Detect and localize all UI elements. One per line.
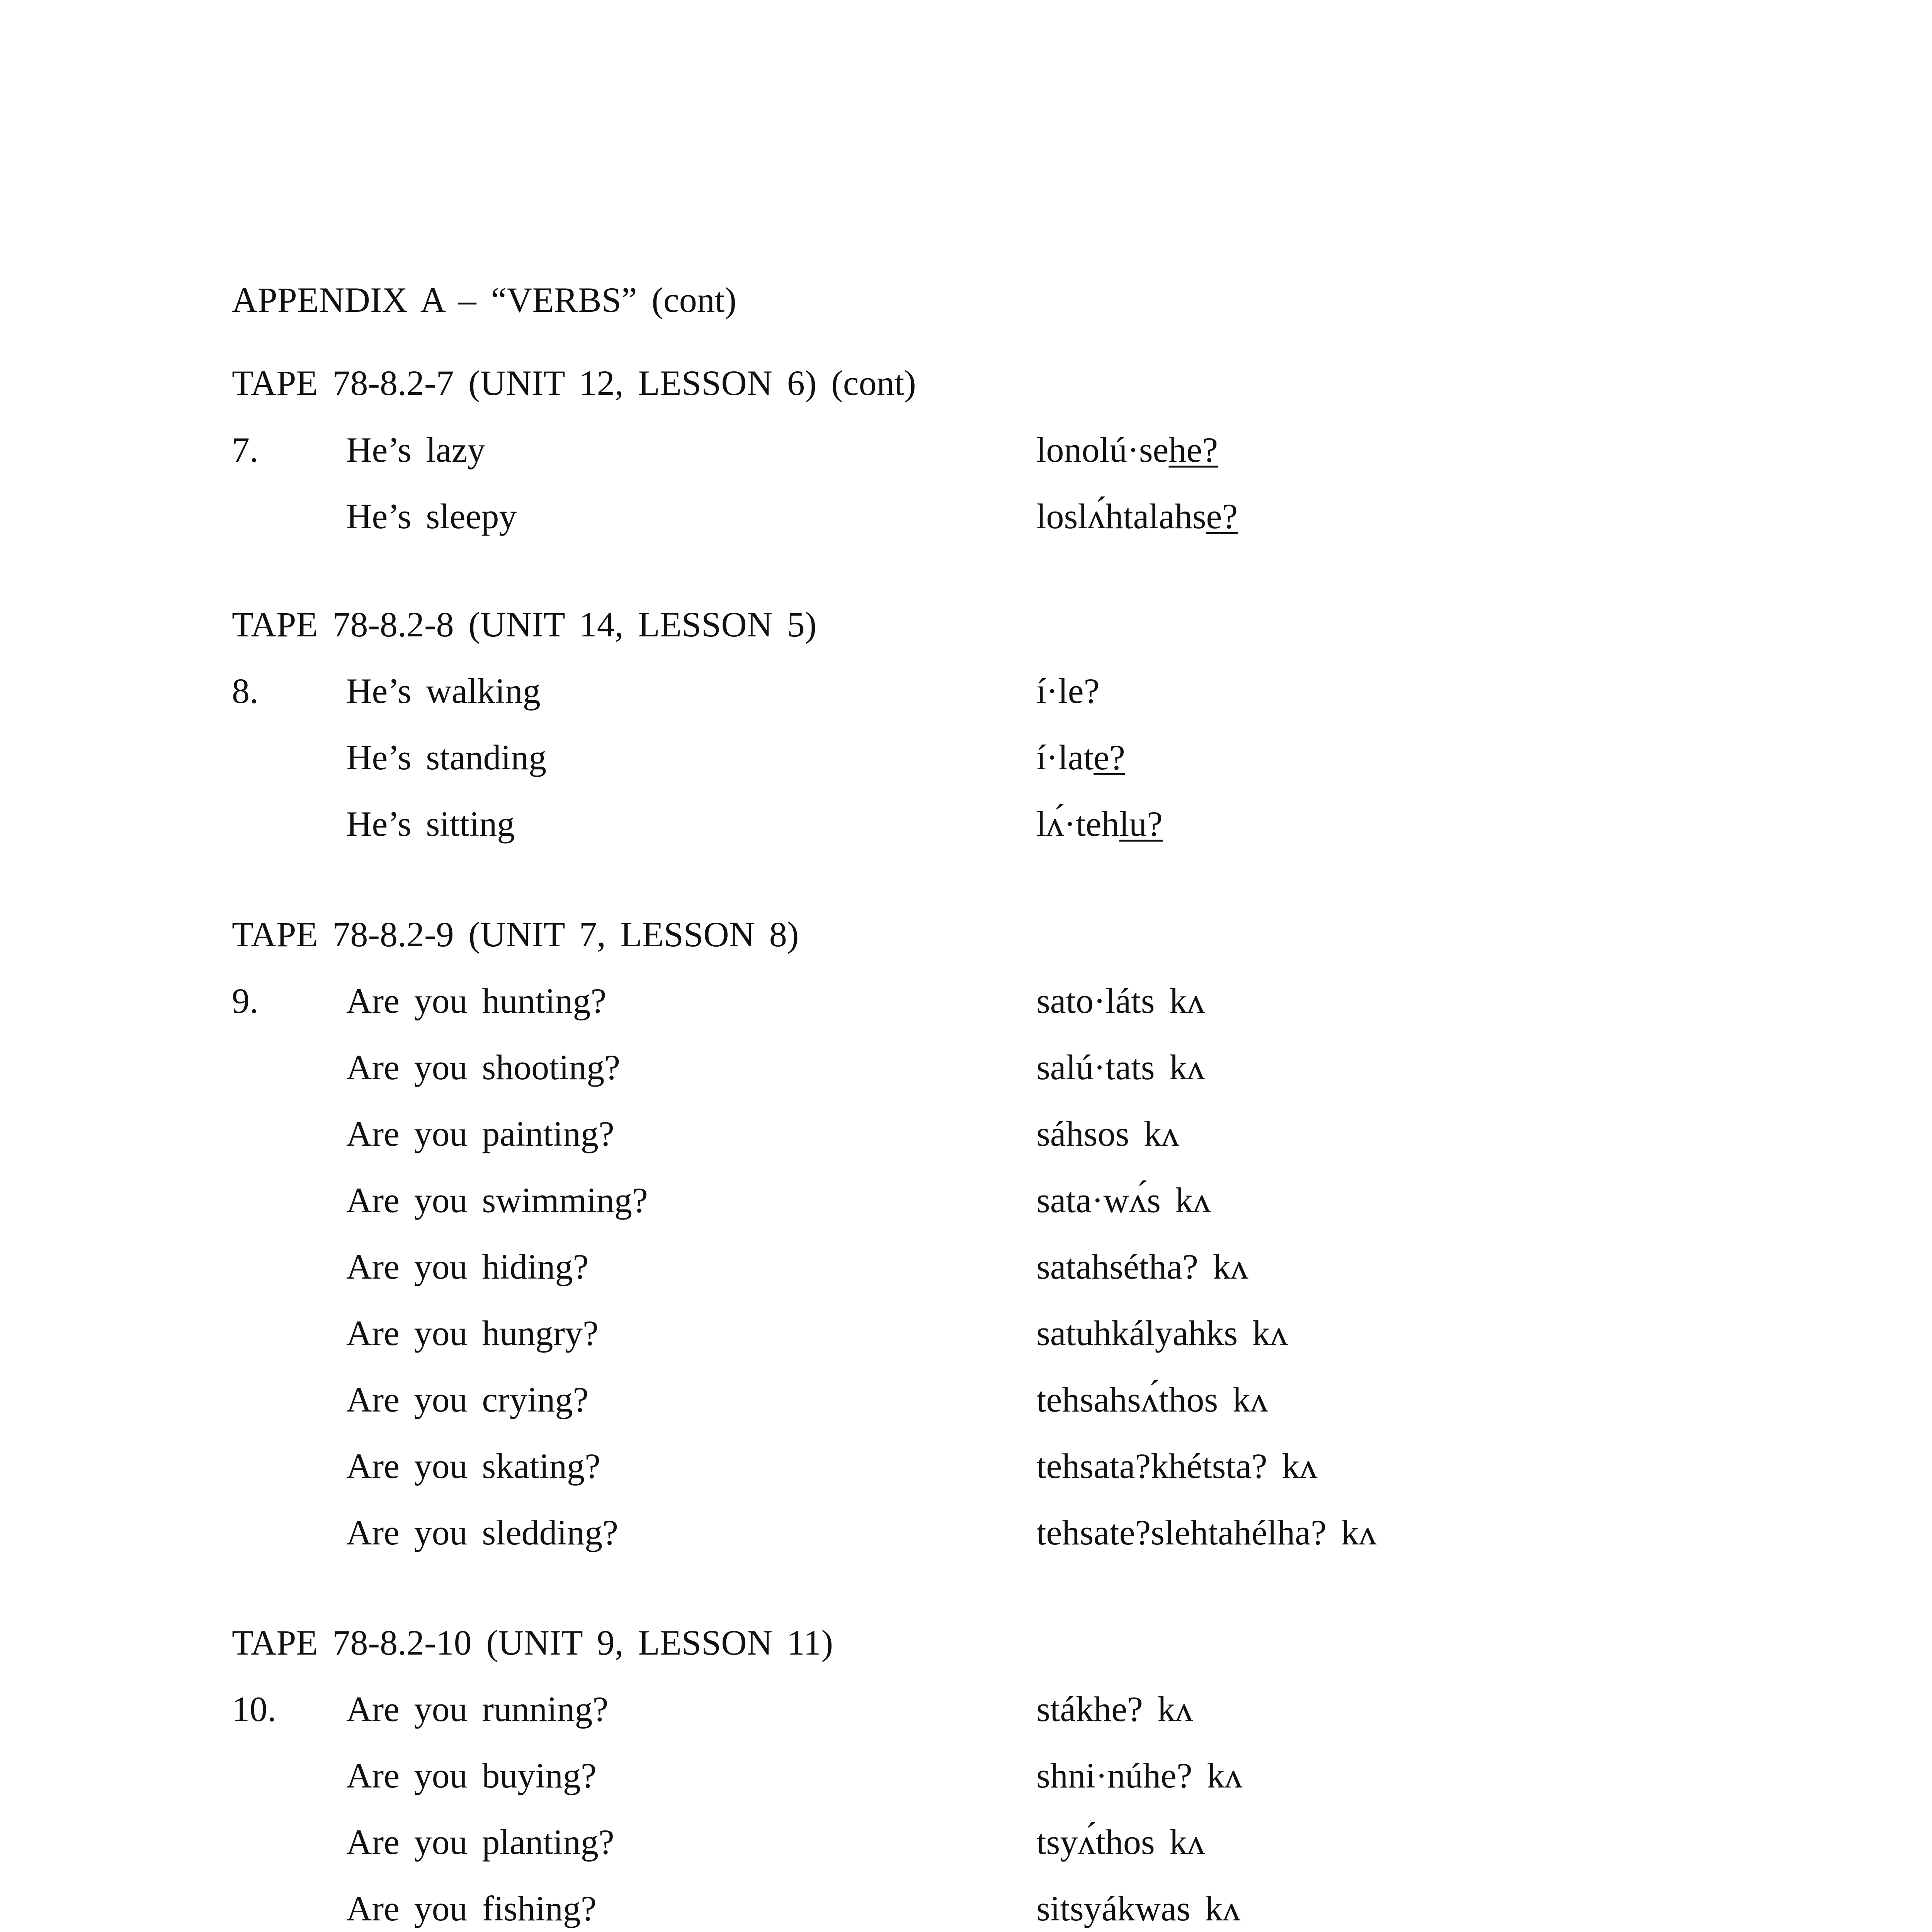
english-gloss: Are you shooting?	[346, 1048, 621, 1087]
oneida-text: lʌ́·teh	[1036, 804, 1119, 844]
section-heading-7: TAPE 78-8.2-7 (UNIT 12, LESSON 6) (cont)	[232, 363, 916, 403]
english-gloss: Are you hiding?	[346, 1247, 589, 1286]
english-gloss: Are you running?	[346, 1689, 609, 1729]
oneida-translation: tehsahsʌ́thos kʌ	[1036, 1380, 1268, 1419]
oneida-translation	[1036, 498, 1238, 534]
english-gloss: Are you skating?	[346, 1446, 600, 1486]
english-gloss: Are you swimming?	[346, 1180, 648, 1220]
oneida-translation: tehsate?slehtahélha? kʌ	[1036, 1513, 1377, 1552]
english-gloss: Are you hungry?	[346, 1313, 599, 1353]
item-number-7: 7.	[232, 430, 259, 469]
english-gloss: He’s walking	[346, 671, 541, 711]
oneida-text: í·le?	[1036, 671, 1100, 711]
oneida-text: í·lat	[1036, 738, 1094, 777]
english-gloss: He’s sleepy	[346, 497, 517, 536]
oneida-underlined-text: e?	[1206, 497, 1238, 536]
english-gloss: He’s lazy	[346, 430, 485, 469]
english-gloss: Are you buying?	[346, 1756, 597, 1795]
oneida-translation: satahsétha? kʌ	[1036, 1247, 1248, 1286]
oneida-translation	[1036, 740, 1125, 775]
oneida-translation	[1036, 432, 1218, 468]
english-gloss: Are you hunting?	[346, 981, 607, 1020]
oneida-text: loslʌ́htalahs	[1036, 497, 1206, 536]
oneida-translation: shni·núhe? kʌ	[1036, 1756, 1243, 1795]
page-title: APPENDIX A – “VERBS” (cont)	[232, 280, 736, 320]
oneida-translation: sato·láts kʌ	[1036, 981, 1205, 1020]
oneida-translation: sitsyákwas kʌ	[1036, 1889, 1241, 1928]
section-heading-10: TAPE 78-8.2-10 (UNIT 9, LESSON 11)	[232, 1623, 833, 1662]
oneida-translation	[1036, 806, 1163, 842]
oneida-underlined-text: he?	[1168, 430, 1218, 469]
oneida-translation: tehsata?khétsta? kʌ	[1036, 1446, 1318, 1486]
english-gloss: He’s sitting	[346, 804, 515, 844]
oneida-text: lonolú·se	[1036, 430, 1169, 469]
english-gloss: Are you sledding?	[346, 1513, 618, 1552]
oneida-underlined-text: e?	[1094, 738, 1125, 777]
oneida-translation: sáhsos kʌ	[1036, 1114, 1179, 1153]
item-number-10: 10.	[232, 1689, 276, 1729]
oneida-translation	[1036, 673, 1099, 709]
oneida-translation: satuhkályahks kʌ	[1036, 1313, 1288, 1353]
oneida-translation: sata·wʌ́s kʌ	[1036, 1180, 1211, 1220]
english-gloss: Are you fishing?	[346, 1889, 597, 1928]
item-number-8: 8.	[232, 671, 259, 711]
oneida-translation: tsyʌ́thos kʌ	[1036, 1822, 1205, 1862]
item-number-9: 9.	[232, 981, 259, 1020]
oneida-underlined-text: lu?	[1119, 804, 1163, 844]
section-heading-8: TAPE 78-8.2-8 (UNIT 14, LESSON 5)	[232, 605, 817, 644]
english-gloss: Are you crying?	[346, 1380, 589, 1419]
oneida-translation: stákhe? kʌ	[1036, 1689, 1193, 1729]
english-gloss: Are you planting?	[346, 1822, 614, 1862]
english-gloss: He’s standing	[346, 738, 547, 777]
english-gloss: Are you painting?	[346, 1114, 614, 1153]
section-heading-9: TAPE 78-8.2-9 (UNIT 7, LESSON 8)	[232, 915, 799, 954]
oneida-translation: salú·tats kʌ	[1036, 1048, 1205, 1087]
